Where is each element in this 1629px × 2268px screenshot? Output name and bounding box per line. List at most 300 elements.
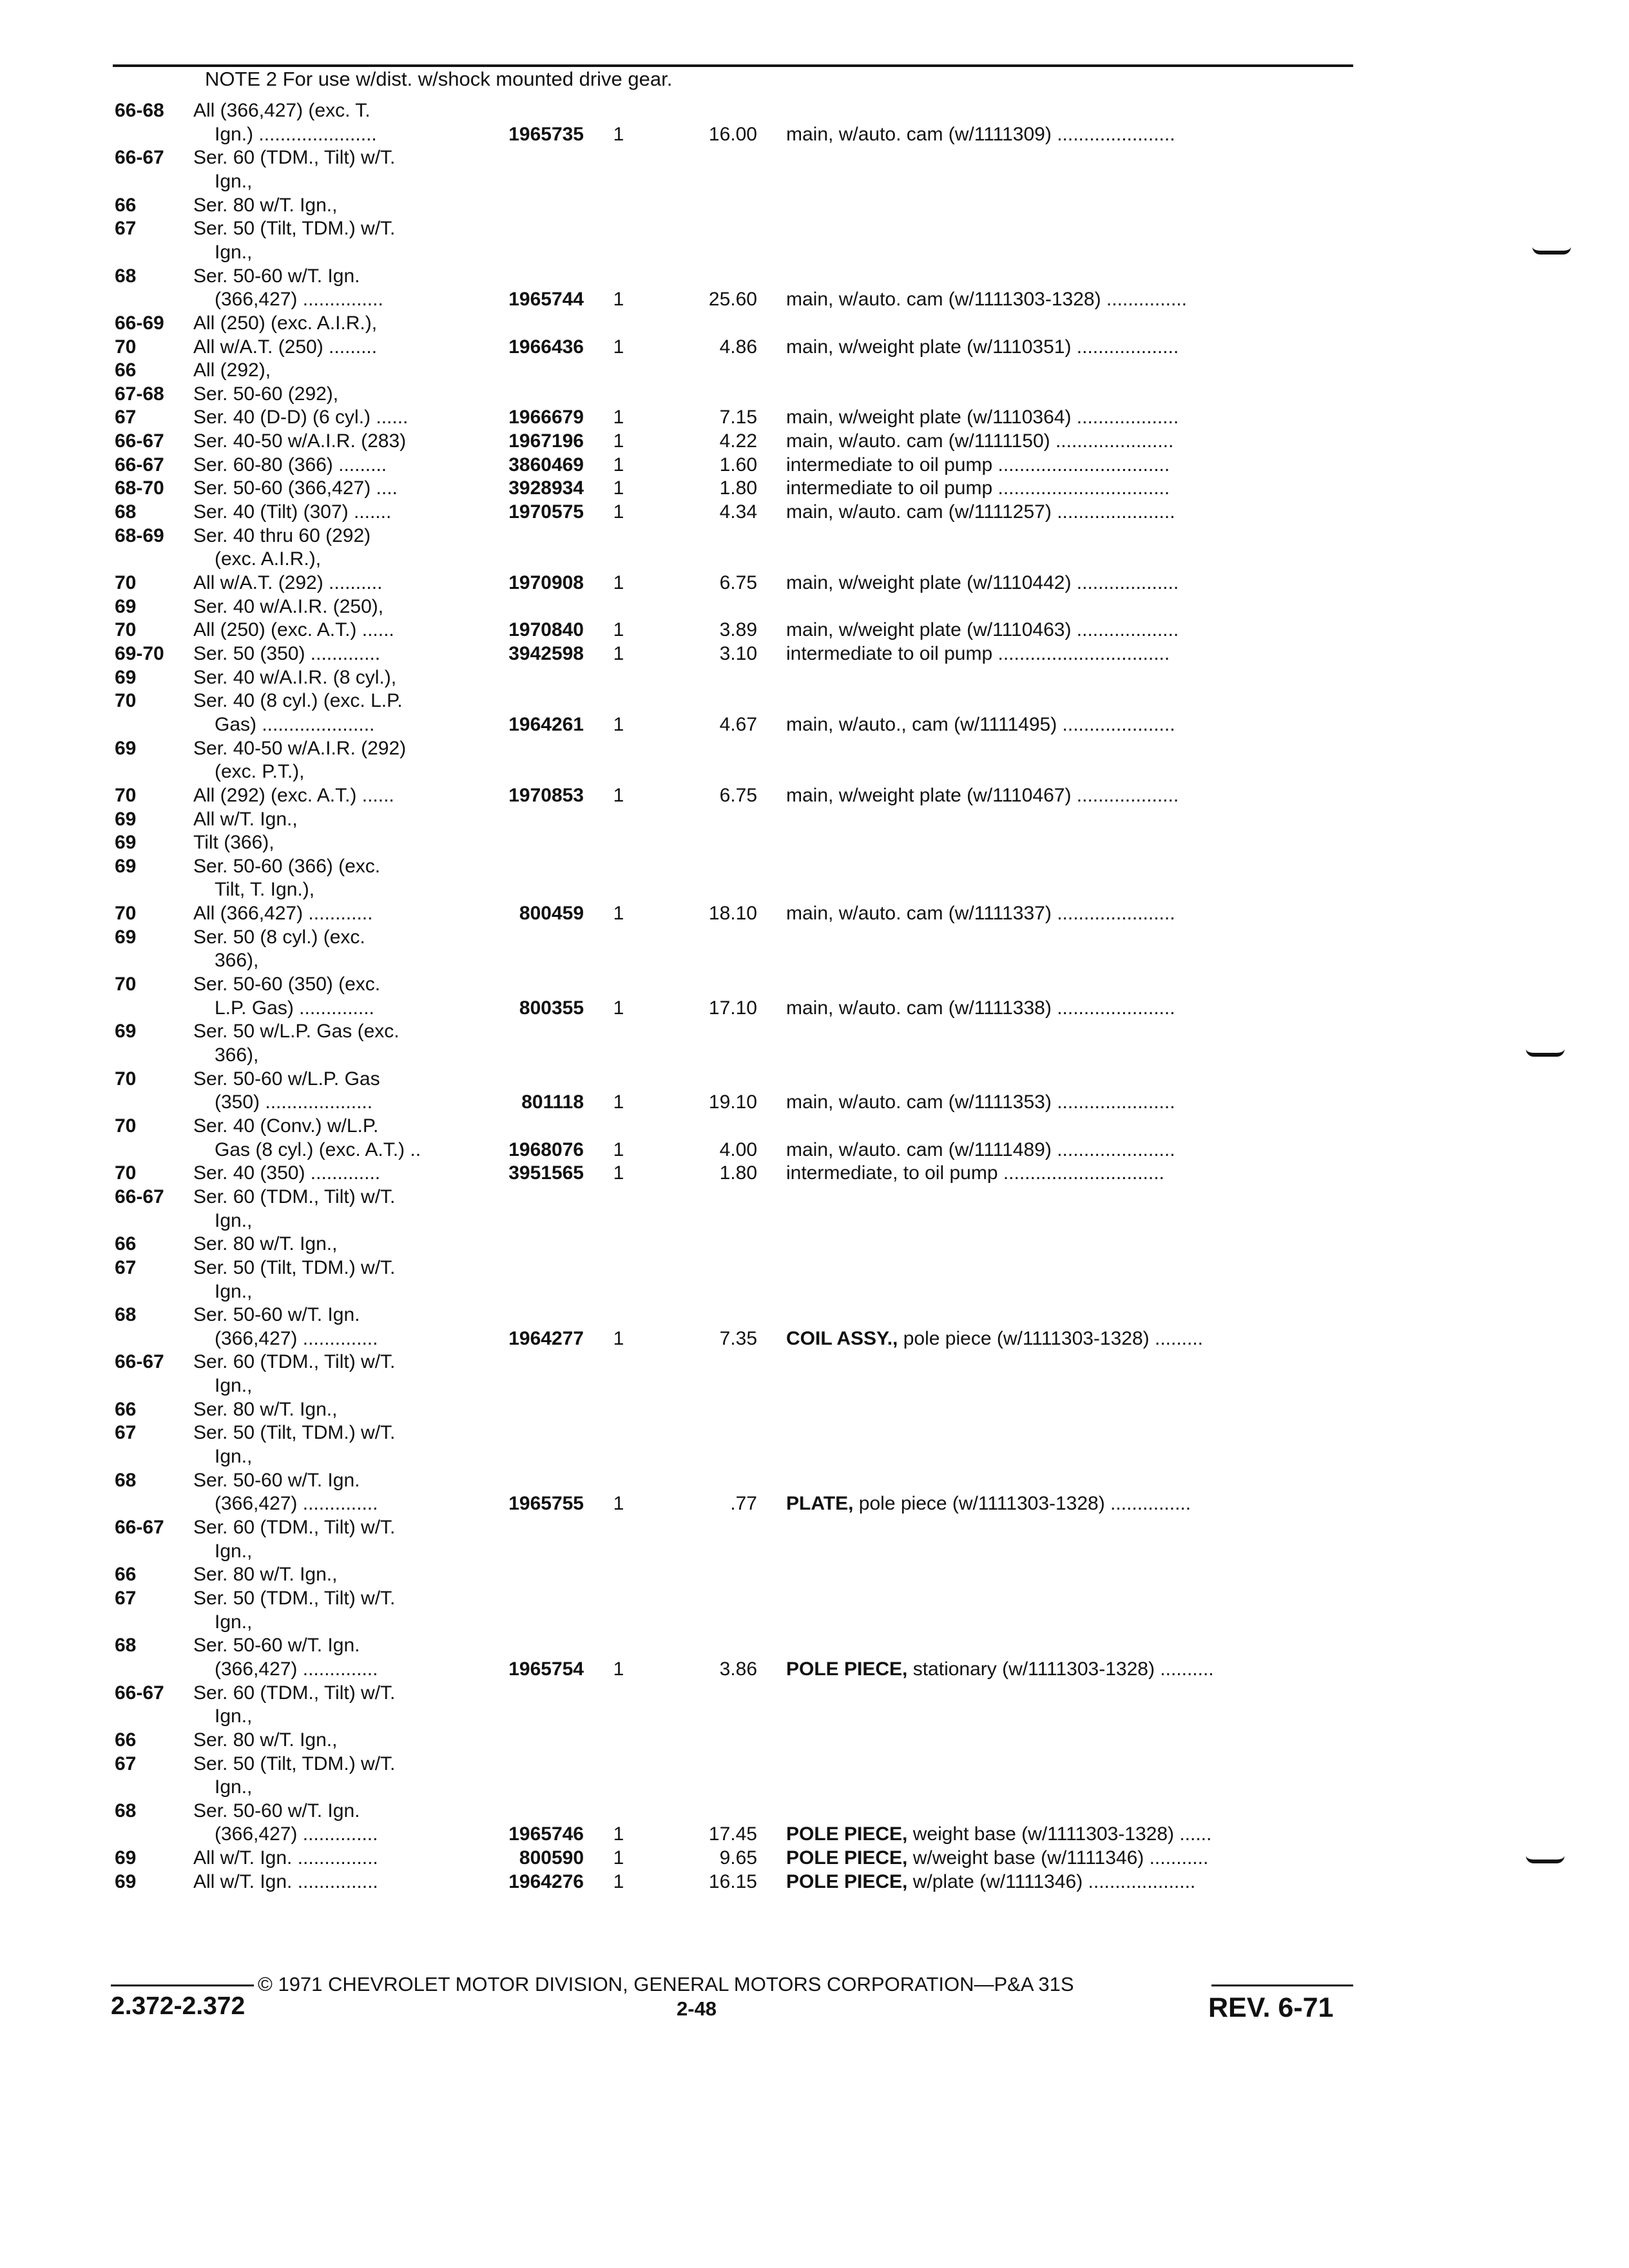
model-year: 67 <box>115 1422 137 1444</box>
part-number: 1970908 <box>508 572 584 593</box>
list-row <box>0 264 1629 288</box>
list-row <box>0 1799 1629 1823</box>
application-description: Ser. 60 (TDM., Tilt) w/T. <box>193 1186 396 1207</box>
model-year: 67 <box>115 407 137 428</box>
list-row <box>0 972 1629 996</box>
part-detail: intermediate, to oil pump .............................. <box>786 1162 1164 1184</box>
list-row <box>0 1539 1629 1563</box>
application-description: Ser. 60 (TDM., Tilt) w/T. <box>193 1682 396 1704</box>
list-row <box>0 1090 1629 1114</box>
part-description <box>786 1492 1353 1515</box>
part-description <box>786 713 1353 736</box>
application-description: Ser. 50 (350) ............. <box>193 642 381 664</box>
application-description: Ser. 50 (Tilt, TDM.) w/T. <box>193 1753 396 1774</box>
application-description: Ser. 40 (Conv.) w/L.P. <box>193 1115 379 1137</box>
part-number: 1967196 <box>508 430 584 452</box>
part-detail: main, w/auto. cam (w/1111338) ...................... <box>786 997 1175 1019</box>
application-description: (366,427) .............. <box>215 1823 378 1845</box>
price: 25.60 <box>708 289 757 311</box>
list-row <box>0 193 1629 217</box>
list-row <box>0 689 1629 713</box>
list-row <box>0 1209 1629 1233</box>
list-row <box>0 878 1629 901</box>
list-row <box>0 146 1629 169</box>
application-description: All (250) (exc. A.T.) ...... <box>193 619 394 641</box>
model-year: 70 <box>115 690 137 712</box>
application-description: Ser. 50 (Tilt, TDM.) w/T. <box>193 1422 396 1444</box>
part-number: 1965735 <box>508 123 584 145</box>
list-row <box>0 1846 1629 1870</box>
part-number: 3951565 <box>508 1162 584 1184</box>
model-year: 69 <box>115 737 137 759</box>
list-row <box>0 1421 1629 1445</box>
price: 4.67 <box>719 713 757 735</box>
application-description: All (292) (exc. A.T.) ...... <box>193 784 394 806</box>
part-detail: w/plate (w/1111346) .................... <box>907 1870 1196 1892</box>
application-description: Ser. 50-60 w/T. Ign. <box>193 1469 360 1491</box>
application-description: Ser. 40-50 w/A.I.R. (283) <box>193 430 407 452</box>
application-description: Ign., <box>215 1446 253 1468</box>
part-description <box>786 429 1353 453</box>
application-description: Tilt (366), <box>193 832 275 854</box>
quantity: 1 <box>613 713 624 735</box>
application-description: Ser. 40 (8 cyl.) (exc. L.P. <box>193 690 403 712</box>
part-number: 1965755 <box>508 1493 584 1515</box>
list-row <box>0 1586 1629 1610</box>
quantity: 1 <box>613 1162 624 1184</box>
list-row <box>0 1043 1629 1067</box>
quantity: 1 <box>613 123 624 145</box>
part-detail: intermediate to oil pump ................................ <box>786 477 1170 499</box>
list-row <box>0 524 1629 548</box>
part-detail: main, w/auto., cam (w/1111495) ..................... <box>786 713 1175 735</box>
list-row <box>0 1633 1629 1657</box>
list-row <box>0 216 1629 240</box>
application-description: Ign., <box>215 170 253 192</box>
quantity: 1 <box>613 477 624 499</box>
part-number: 1964277 <box>508 1327 584 1349</box>
part-number: 1966679 <box>508 407 584 428</box>
part-detail: intermediate to oil pump ................................ <box>786 642 1170 664</box>
application-description: Ign., <box>215 1280 253 1302</box>
application-description: Ser. 80 w/T. Ign., <box>193 1398 338 1420</box>
part-name: POLE PIECE, <box>786 1870 908 1892</box>
list-row <box>0 1704 1629 1728</box>
model-year: 69 <box>115 666 137 688</box>
model-year: 66-69 <box>115 312 164 334</box>
quantity: 1 <box>613 1327 624 1349</box>
application-description: Ser. 50-60 (366,427) .... <box>193 477 398 499</box>
application-description: Ser. 40-50 w/A.I.R. (292) <box>193 737 407 759</box>
model-year: 70 <box>115 974 137 995</box>
model-year: 70 <box>115 619 137 641</box>
application-description: Ser. 50-60 w/L.P. Gas <box>193 1068 380 1090</box>
group-number: 2.372-2.372 <box>111 1992 246 2020</box>
price: 7.15 <box>719 407 757 428</box>
model-year: 70 <box>115 1162 137 1184</box>
model-year: 69 <box>115 1870 137 1892</box>
list-row <box>0 901 1629 925</box>
quantity: 1 <box>613 784 624 806</box>
price: 1.80 <box>719 1162 757 1184</box>
model-year: 66-67 <box>115 1682 164 1704</box>
list-row <box>0 1114 1629 1138</box>
list-row <box>0 948 1629 972</box>
price: 17.10 <box>708 997 757 1019</box>
part-number: 1970840 <box>508 619 584 641</box>
list-row <box>0 1681 1629 1705</box>
revision-date: REV. 6-71 <box>1208 1992 1334 2023</box>
application-description: 366), <box>215 1044 259 1066</box>
list-row <box>0 358 1629 382</box>
part-number: 1970575 <box>508 501 584 523</box>
list-row <box>0 854 1629 878</box>
part-detail: main, w/weight plate (w/1110364) ................... <box>786 407 1179 428</box>
part-description <box>786 287 1353 311</box>
list-row <box>0 240 1629 264</box>
application-description: Ign., <box>215 1209 253 1231</box>
list-row <box>0 1445 1629 1468</box>
model-year: 66-67 <box>115 1517 164 1538</box>
list-row <box>0 287 1629 311</box>
part-name: POLE PIECE, <box>786 1823 908 1845</box>
part-number: 3942598 <box>508 642 584 664</box>
part-number: 3928934 <box>508 477 584 499</box>
part-detail: main, w/auto. cam (w/1111150) ...................... <box>786 430 1174 452</box>
list-row <box>0 925 1629 949</box>
application-description: Ser. 50-60 w/T. Ign. <box>193 1635 360 1657</box>
list-row <box>0 1468 1629 1492</box>
application-description: Ser. 80 w/T. Ign., <box>193 194 338 216</box>
application-description: Ign., <box>215 1540 253 1562</box>
part-description <box>786 618 1353 642</box>
model-year: 68 <box>115 1800 137 1821</box>
application-description: Ser. 40 (D-D) (6 cyl.) ...... <box>193 407 409 428</box>
list-row <box>0 169 1629 193</box>
price: 6.75 <box>719 572 757 593</box>
model-year: 68 <box>115 501 137 523</box>
part-description <box>786 1327 1353 1350</box>
list-row <box>0 453 1629 477</box>
quantity: 1 <box>613 454 624 476</box>
part-description <box>786 1870 1353 1894</box>
list-row <box>0 807 1629 831</box>
quantity: 1 <box>613 1091 624 1113</box>
price: 9.65 <box>719 1847 757 1869</box>
quantity: 1 <box>613 572 624 593</box>
list-row <box>0 1161 1629 1185</box>
part-description <box>786 1846 1353 1870</box>
part-description <box>786 500 1353 524</box>
part-detail: main, w/auto. cam (w/1111303-1328) ............... <box>786 289 1187 311</box>
price: 7.35 <box>719 1327 757 1349</box>
model-year: 70 <box>115 784 137 806</box>
quantity: 1 <box>613 1823 624 1845</box>
application-description: (366,427) .............. <box>215 1658 378 1680</box>
quantity: 1 <box>613 1493 624 1515</box>
application-description: Ser. 40 thru 60 (292) <box>193 524 371 546</box>
application-description: Gas) ..................... <box>215 713 375 735</box>
part-detail: main, w/auto. cam (w/1111337) ...................... <box>786 903 1175 925</box>
application-description: All (366,427) ............ <box>193 903 373 925</box>
copyright-line: © 1971 CHEVROLET MOTOR DIVISION, GENERAL MOTORS CORPORATION—P&A 31S <box>258 1973 1074 1995</box>
price: 1.60 <box>719 454 757 476</box>
model-year: 66 <box>115 194 137 216</box>
price: 3.86 <box>719 1658 757 1680</box>
price: 6.75 <box>719 784 757 806</box>
model-year: 68 <box>115 1469 137 1491</box>
application-description: Ser. 50-60 w/T. Ign. <box>193 1304 360 1326</box>
model-year: 68 <box>115 265 137 287</box>
application-description: 366), <box>215 950 259 972</box>
model-year: 66-67 <box>115 1186 164 1207</box>
price: 17.45 <box>708 1823 757 1845</box>
part-number: 1968076 <box>508 1139 584 1160</box>
part-name: POLE PIECE, <box>786 1847 908 1869</box>
model-year: 69 <box>115 1021 137 1043</box>
part-number: 800355 <box>519 997 584 1019</box>
quantity: 1 <box>613 619 624 641</box>
price: 4.86 <box>719 336 757 358</box>
list-row <box>0 618 1629 642</box>
application-description: All (366,427) (exc. T. <box>193 100 371 121</box>
application-description: All w/T. Ign., <box>193 808 298 830</box>
part-number: 1964261 <box>508 713 584 735</box>
list-row <box>0 1019 1629 1043</box>
model-year: 69-70 <box>115 642 164 664</box>
list-row <box>0 1185 1629 1209</box>
application-description: Ser. 50 w/L.P. Gas (exc. <box>193 1021 400 1043</box>
application-description: Ser. 50 (TDM., Tilt) w/T. <box>193 1587 396 1609</box>
application-description: Ser. 80 w/T. Ign., <box>193 1564 338 1586</box>
list-row <box>0 1752 1629 1776</box>
part-detail: stationary (w/1111303-1328) .......... <box>907 1658 1214 1680</box>
part-detail: main, w/weight plate (w/1110463) ................... <box>786 619 1179 641</box>
model-year: 68 <box>115 1635 137 1657</box>
part-detail: weight base (w/1111303-1328) ...... <box>907 1823 1212 1845</box>
list-row <box>0 1398 1629 1421</box>
application-description: (exc. A.I.R.), <box>215 548 322 570</box>
list-row <box>0 1303 1629 1327</box>
list-row <box>0 1232 1629 1256</box>
list-row <box>0 1256 1629 1280</box>
part-name: PLATE, <box>786 1493 854 1515</box>
part-detail: main, w/weight plate (w/1110467) ................... <box>786 784 1179 806</box>
model-year: 70 <box>115 1068 137 1090</box>
model-year: 66-67 <box>115 147 164 169</box>
list-row <box>0 595 1629 619</box>
price: 4.00 <box>719 1139 757 1160</box>
margin-mark <box>1526 1049 1565 1057</box>
footer-rule-left <box>111 1984 254 1986</box>
model-year: 70 <box>115 1115 137 1137</box>
list-row <box>0 311 1629 335</box>
list-row <box>0 1492 1629 1515</box>
model-year: 69 <box>115 926 137 948</box>
part-detail: main, w/auto. cam (w/1111489) ...................... <box>786 1139 1175 1160</box>
part-description <box>786 996 1353 1020</box>
model-year: 68 <box>115 1304 137 1326</box>
list-row <box>0 99 1629 122</box>
application-description: Ser. 60-80 (366) ......... <box>193 454 387 476</box>
model-year: 69 <box>115 832 137 854</box>
list-row <box>0 666 1629 689</box>
list-row <box>0 1610 1629 1634</box>
quantity: 1 <box>613 1658 624 1680</box>
application-description: Ser. 50-60 (366) (exc. <box>193 855 381 877</box>
list-row <box>0 1138 1629 1162</box>
application-description: All w/A.T. (250) ......... <box>193 336 378 358</box>
part-number: 1965744 <box>508 289 584 311</box>
part-detail: pole piece (w/1111303-1328) ......... <box>898 1327 1204 1349</box>
part-description <box>786 453 1353 477</box>
model-year: 66-67 <box>115 430 164 452</box>
part-number: 3860469 <box>508 454 584 476</box>
list-row <box>0 500 1629 524</box>
quantity: 1 <box>613 289 624 311</box>
application-description: (366,427) ............... <box>215 289 383 311</box>
model-year: 66-67 <box>115 1351 164 1373</box>
model-year: 66-67 <box>115 454 164 476</box>
model-year: 70 <box>115 336 137 358</box>
quantity: 1 <box>613 407 624 428</box>
quantity: 1 <box>613 903 624 925</box>
part-detail: main, w/auto. cam (w/1111257) ...................... <box>786 501 1175 523</box>
list-row <box>0 831 1629 854</box>
application-description: Ser. 50 (Tilt, TDM.) w/T. <box>193 218 396 240</box>
price: 19.10 <box>708 1091 757 1113</box>
part-description <box>786 1822 1353 1846</box>
quantity: 1 <box>613 642 624 664</box>
application-description: L.P. Gas) .............. <box>215 997 374 1019</box>
part-description <box>786 335 1353 359</box>
list-row <box>0 382 1629 406</box>
part-number: 1964276 <box>508 1870 584 1892</box>
list-row <box>0 1067 1629 1091</box>
list-row <box>0 429 1629 453</box>
model-year: 66 <box>115 360 137 381</box>
application-description: All w/A.T. (292) .......... <box>193 572 383 593</box>
list-row <box>0 642 1629 666</box>
list-row <box>0 783 1629 807</box>
list-row <box>0 1775 1629 1799</box>
application-description: Ser. 50-60 (350) (exc. <box>193 974 381 995</box>
application-description: Ser. 60 (TDM., Tilt) w/T. <box>193 147 396 169</box>
list-row <box>0 1350 1629 1374</box>
list-row <box>0 122 1629 146</box>
part-detail: main, w/weight plate (w/1110442) ................... <box>786 572 1179 593</box>
model-year: 66 <box>115 1564 137 1586</box>
list-row <box>0 1870 1629 1894</box>
application-description: (366,427) .............. <box>215 1327 378 1349</box>
model-year: 67 <box>115 1587 137 1609</box>
part-detail: intermediate to oil pump ................................ <box>786 454 1170 476</box>
quantity: 1 <box>613 1870 624 1892</box>
model-year: 70 <box>115 903 137 925</box>
price: 1.80 <box>719 477 757 499</box>
application-description: Ign., <box>215 1611 253 1633</box>
part-number: 800590 <box>519 1847 584 1869</box>
part-detail: main, w/weight plate (w/1110351) ................... <box>786 336 1179 358</box>
part-detail: w/weight base (w/1111346) ........... <box>907 1847 1209 1869</box>
application-description: Ser. 40 (Tilt) (307) ....... <box>193 501 392 523</box>
model-year: 66 <box>115 1729 137 1751</box>
price: 18.10 <box>708 903 757 925</box>
application-description: Ser. 60 (TDM., Tilt) w/T. <box>193 1351 396 1373</box>
model-year: 69 <box>115 855 137 877</box>
application-description: Ser. 40 w/A.I.R. (250), <box>193 595 384 617</box>
quantity: 1 <box>613 501 624 523</box>
list-row <box>0 1562 1629 1586</box>
list-row <box>0 476 1629 500</box>
model-year: 69 <box>115 595 137 617</box>
model-year: 68-69 <box>115 524 164 546</box>
part-description <box>786 476 1353 500</box>
part-number: 1965746 <box>508 1823 584 1845</box>
application-description: Ser. 50-60 w/T. Ign. <box>193 265 360 287</box>
application-description: (366,427) .............. <box>215 1493 378 1515</box>
application-description: All w/T. Ign. ............... <box>193 1847 378 1869</box>
part-name: COIL ASSY., <box>786 1327 898 1349</box>
price: 16.15 <box>708 1870 757 1892</box>
margin-mark <box>1532 247 1571 255</box>
application-description: Ser. 60 (TDM., Tilt) w/T. <box>193 1517 396 1538</box>
price: .77 <box>730 1493 757 1515</box>
part-description <box>786 1161 1353 1185</box>
application-description: Ign., <box>215 1776 253 1798</box>
application-description: All (292), <box>193 360 271 381</box>
application-description: Ign., <box>215 1375 253 1397</box>
application-description: Ser. 40 (350) ............. <box>193 1162 381 1184</box>
quantity: 1 <box>613 336 624 358</box>
list-row <box>0 1327 1629 1350</box>
part-number: 800459 <box>519 903 584 925</box>
margin-mark <box>1526 1856 1565 1863</box>
application-description: (exc. P.T.), <box>215 761 305 783</box>
list-row <box>0 996 1629 1020</box>
model-year: 70 <box>115 572 137 593</box>
part-description <box>786 783 1353 807</box>
application-description: Ser. 80 w/T. Ign., <box>193 1729 338 1751</box>
part-description <box>786 571 1353 595</box>
application-description: (350) .................... <box>215 1091 373 1113</box>
part-number: 1966436 <box>508 336 584 358</box>
quantity: 1 <box>613 997 624 1019</box>
application-description: Ign., <box>215 241 253 263</box>
part-description <box>786 405 1353 429</box>
part-number: 1965754 <box>508 1658 584 1680</box>
part-detail: pole piece (w/1111303-1328) ............... <box>853 1493 1191 1515</box>
list-row <box>0 547 1629 571</box>
list-row <box>0 1515 1629 1539</box>
list-row <box>0 760 1629 783</box>
application-description: Tilt, T. Ign.), <box>215 879 315 901</box>
application-description: Ign.) ...................... <box>215 123 377 145</box>
part-name: POLE PIECE, <box>786 1658 908 1680</box>
model-year: 69 <box>115 808 137 830</box>
list-row <box>0 736 1629 760</box>
list-row <box>0 1728 1629 1752</box>
model-year: 66 <box>115 1233 137 1255</box>
model-year: 66 <box>115 1398 137 1420</box>
price: 16.00 <box>708 123 757 145</box>
application-description: Ign., <box>215 1706 253 1727</box>
part-description <box>786 642 1353 666</box>
quantity: 1 <box>613 1847 624 1869</box>
part-description <box>786 122 1353 146</box>
application-description: Ser. 80 w/T. Ign., <box>193 1233 338 1255</box>
part-number: 1970853 <box>508 784 584 806</box>
